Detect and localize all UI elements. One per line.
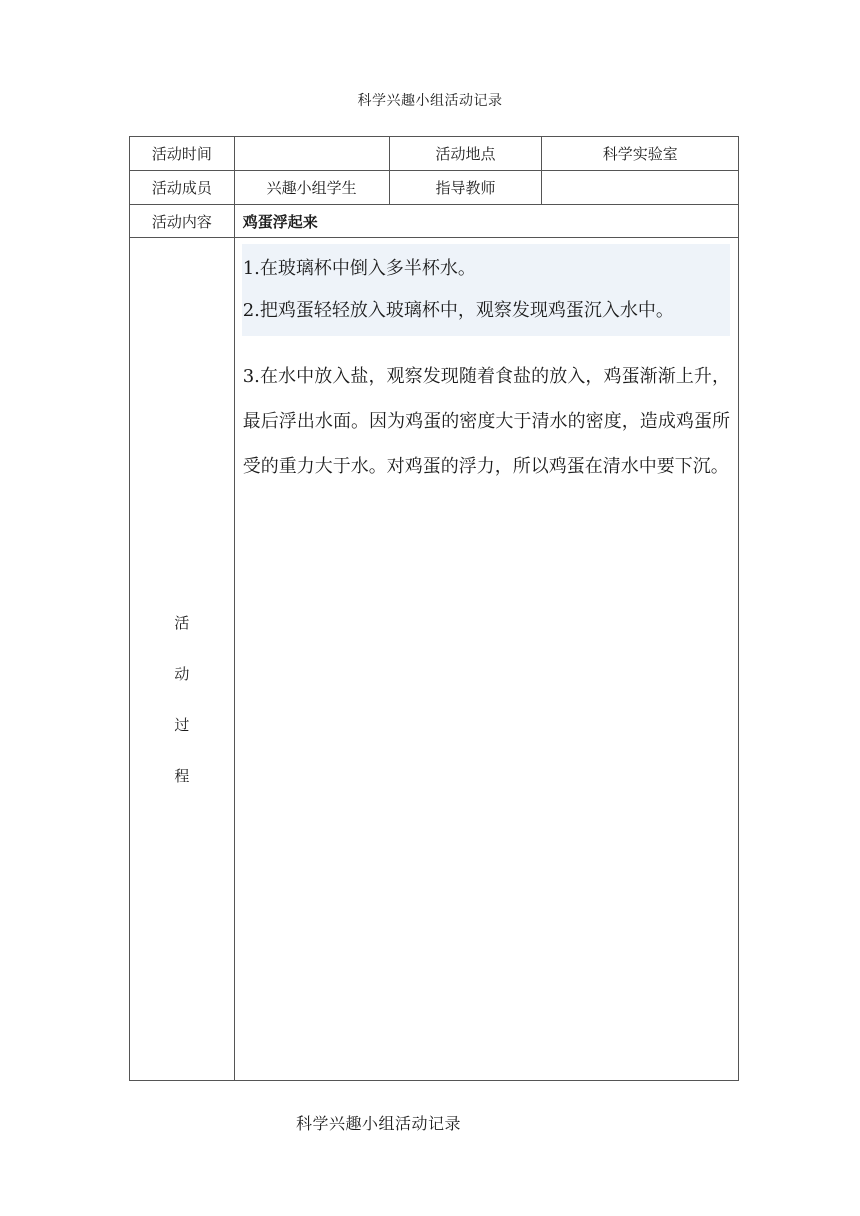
process-label-char: 动 [174, 665, 190, 683]
time-value [234, 137, 389, 171]
teacher-value [542, 171, 739, 205]
process-content-cell [234, 238, 738, 1081]
teacher-label: 指导教师 [389, 171, 542, 205]
table-row [130, 137, 739, 171]
process-label-char: 活 [174, 614, 190, 632]
step-2: 2.把鸡蛋轻轻放入玻璃杯中，观察发现鸡蛋沉入水中。 [242, 300, 674, 321]
content-value: 鸡蛋浮起来 [234, 205, 738, 238]
footer-title: 科学兴趣小组活动记录 [296, 1114, 462, 1133]
step-1: 1.在玻璃杯中倒入多半杯水。 [242, 258, 476, 279]
place-value: 科学实验室 [542, 137, 739, 171]
time-label: 活动时间 [130, 137, 235, 171]
activity-record-table [129, 136, 739, 1081]
highlighted-steps [242, 244, 730, 336]
process-label-cell [130, 238, 235, 1081]
members-label: 活动成员 [130, 171, 235, 205]
table-row [130, 205, 739, 238]
process-label-char: 过 [174, 716, 190, 734]
content-label: 活动内容 [130, 205, 235, 238]
table-row [130, 171, 739, 205]
document-title: 科学兴趣小组活动记录 [357, 93, 503, 109]
members-value: 兴趣小组学生 [234, 171, 389, 205]
place-label: 活动地点 [389, 137, 542, 171]
table-row [130, 238, 739, 1081]
step-3: 3.在水中放入盐，观察发现随着食盐的放入，鸡蛋渐渐上升，最后浮出水面。因为鸡蛋的密度大于清水的密度，造成鸡蛋所受的重力大于水。对鸡蛋的浮力，所以鸡蛋在清水中要下沉。 [242, 366, 730, 477]
process-label-char: 程 [174, 767, 190, 785]
